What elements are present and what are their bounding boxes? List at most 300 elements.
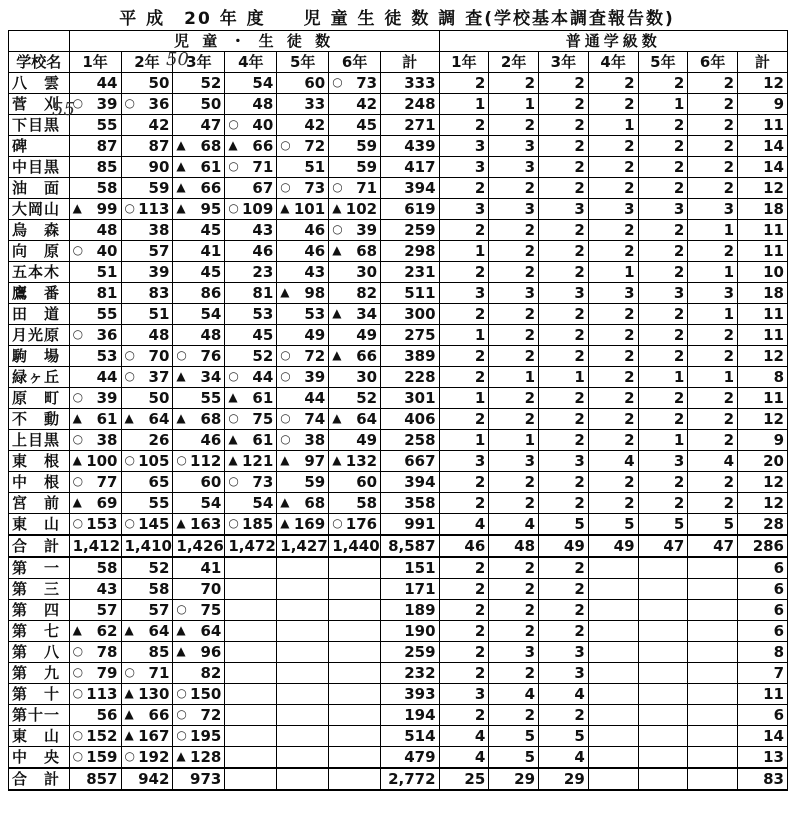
- cell-value: 3: [574, 451, 585, 470]
- circle-mark-icon: ○: [72, 96, 84, 110]
- class-count: [688, 472, 738, 493]
- cell-value: 8,587: [388, 536, 436, 555]
- empty-cell: [225, 684, 277, 705]
- class-count: [638, 367, 688, 388]
- cell-value: 4: [524, 684, 536, 703]
- cell-value: 2: [524, 304, 536, 323]
- student-count: [173, 178, 225, 199]
- cell-value: 1: [574, 367, 585, 386]
- cell-value: 12: [763, 493, 784, 512]
- class-count: [489, 557, 539, 579]
- circle-mark-icon: ○: [124, 749, 135, 763]
- empty-cell: [688, 642, 738, 663]
- school-name: [9, 514, 70, 536]
- cell-value: 月光原: [12, 325, 61, 344]
- class-count: [489, 325, 539, 346]
- cell-value: 54: [200, 304, 222, 323]
- cell-value: 宮 前: [12, 493, 61, 512]
- empty-cell: [588, 600, 638, 621]
- student-count: [121, 747, 173, 769]
- cell-value: 5: [574, 514, 585, 533]
- school-name: [9, 621, 70, 642]
- cell-value: 第 四: [12, 600, 61, 619]
- cell-value: 2: [723, 241, 735, 260]
- table-row: [9, 663, 788, 684]
- cell-value: 原 町: [12, 388, 61, 407]
- triangle-mark-icon: ▲: [176, 749, 186, 763]
- cell-value: 72: [304, 136, 326, 155]
- cell-value: 東 根: [12, 451, 61, 470]
- table-row: [9, 262, 788, 283]
- student-count: [121, 136, 173, 157]
- cell-value: 30: [356, 367, 378, 386]
- cell-value: 83: [148, 283, 170, 302]
- cell-value: 59: [148, 178, 170, 197]
- circle-mark-icon: ○: [280, 348, 291, 362]
- cell-value: 2: [624, 430, 635, 449]
- student-count: [173, 430, 225, 451]
- cell-value: 51: [148, 304, 170, 323]
- student-count: [277, 430, 329, 451]
- circle-mark-icon: ○: [124, 453, 135, 467]
- cell-value: 60: [200, 472, 222, 491]
- empty-cell: [588, 621, 638, 642]
- class-count: [489, 493, 539, 514]
- student-count: [69, 346, 121, 367]
- student-count: [329, 136, 381, 157]
- cell-value: 2: [574, 241, 585, 260]
- class-count: [439, 241, 489, 262]
- student-count: [329, 262, 381, 283]
- student-count: [225, 178, 277, 199]
- student-count: [225, 241, 277, 262]
- cell-value: 2: [474, 663, 486, 682]
- school-name: [9, 220, 70, 241]
- cell-value: 2: [574, 94, 585, 113]
- cell-value: 439: [404, 136, 436, 155]
- cell-value: 97: [304, 451, 326, 470]
- student-count: [69, 600, 121, 621]
- cell-value: 54: [252, 73, 274, 92]
- empty-cell: [225, 600, 277, 621]
- circle-mark-icon: ○: [72, 728, 84, 742]
- cell-value: 81: [252, 283, 274, 302]
- student-total: [381, 768, 439, 790]
- cell-value: 942: [138, 769, 170, 788]
- cell-value: 46: [252, 241, 274, 260]
- circle-mark-icon: ○: [280, 138, 291, 152]
- triangle-mark-icon: ▲: [228, 453, 238, 467]
- cell-value: 192: [138, 747, 170, 766]
- cell-value: 2: [474, 493, 486, 512]
- grade-header: 1年: [69, 52, 121, 73]
- cell-value: 2: [474, 367, 486, 386]
- class-count: [539, 451, 589, 472]
- cell-value: 389: [404, 346, 436, 365]
- student-count: [225, 73, 277, 94]
- circle-mark-icon: ○: [176, 728, 187, 742]
- cell-value: 2: [524, 262, 536, 281]
- cell-value: 2: [574, 493, 585, 512]
- cell-value: 55: [96, 304, 118, 323]
- cell-value: 44: [96, 73, 118, 92]
- cell-value: 76: [200, 346, 222, 365]
- cell-value: 4: [574, 684, 585, 703]
- class-count: [439, 388, 489, 409]
- empty-cell: [688, 726, 738, 747]
- cell-value: 3: [524, 451, 536, 470]
- cell-value: 46: [200, 430, 222, 449]
- cell-value: 39: [96, 94, 118, 113]
- student-count: [225, 472, 277, 493]
- class-count: [688, 325, 738, 346]
- cell-value: 2: [723, 325, 735, 344]
- cell-value: 鷹 番: [12, 283, 61, 302]
- student-count: [329, 157, 381, 178]
- school-name: [9, 241, 70, 262]
- table-row: [9, 94, 788, 115]
- class-count: [439, 472, 489, 493]
- empty-cell: [329, 579, 381, 600]
- cell-value: 14: [763, 136, 784, 155]
- class-count: [539, 241, 589, 262]
- cell-value: 3: [673, 283, 685, 302]
- triangle-mark-icon: ▲: [72, 201, 82, 215]
- circle-mark-icon: ○: [176, 453, 187, 467]
- student-count: [173, 199, 225, 220]
- cell-value: 57: [148, 600, 170, 619]
- cell-value: 2: [673, 304, 685, 323]
- cell-value: 2: [574, 262, 585, 281]
- cell-value: 2: [723, 157, 735, 176]
- cell-value: 1: [474, 241, 486, 260]
- grade-header: 2年: [121, 52, 173, 73]
- grade-header: 計: [381, 52, 439, 73]
- cell-value: 75: [252, 409, 274, 428]
- circle-mark-icon: ○: [228, 117, 239, 131]
- cell-value: 3: [474, 157, 486, 176]
- cell-value: 向 原: [12, 241, 61, 260]
- cell-value: 不 動: [12, 409, 61, 428]
- cell-value: 2: [723, 73, 735, 92]
- circle-mark-icon: ○: [228, 411, 239, 425]
- cell-value: 73: [252, 472, 274, 491]
- cell-value: 2: [624, 178, 635, 197]
- cell-value: 1: [673, 430, 685, 449]
- class-count: [638, 262, 688, 283]
- cell-value: 406: [404, 409, 436, 428]
- school-name: [9, 472, 70, 493]
- student-count: [173, 663, 225, 684]
- student-count: [277, 367, 329, 388]
- cell-value: 2: [474, 304, 486, 323]
- student-count: [173, 684, 225, 705]
- cell-value: 38: [96, 430, 118, 449]
- cell-value: 394: [404, 178, 436, 197]
- cell-value: 47: [200, 115, 222, 134]
- cell-value: 38: [304, 430, 326, 449]
- student-count: [329, 115, 381, 136]
- class-count: [539, 663, 589, 684]
- cell-value: 2: [673, 472, 685, 491]
- student-count: [69, 684, 121, 705]
- cell-value: 59: [356, 136, 378, 155]
- table-row: [9, 579, 788, 600]
- student-count: [173, 557, 225, 579]
- cell-value: 514: [404, 726, 436, 745]
- cell-value: 194: [404, 705, 436, 724]
- empty-cell: [225, 726, 277, 747]
- empty-cell: [329, 663, 381, 684]
- cell-value: 碑: [12, 136, 29, 155]
- cell-value: 48: [514, 536, 536, 555]
- cell-value: 83: [763, 769, 784, 788]
- student-count: [121, 472, 173, 493]
- cell-value: 12: [763, 472, 784, 491]
- class-count: [439, 535, 489, 557]
- student-count: [69, 642, 121, 663]
- cell-value: 145: [138, 514, 170, 533]
- circle-mark-icon: ○: [332, 222, 343, 236]
- empty-cell: [329, 684, 381, 705]
- student-count: [381, 514, 439, 536]
- cell-value: 11: [763, 388, 784, 407]
- cell-value: 259: [404, 220, 436, 239]
- cell-value: 66: [200, 178, 222, 197]
- cell-value: 1: [524, 367, 536, 386]
- cell-value: 29: [514, 769, 536, 788]
- student-count: [381, 283, 439, 304]
- school-name: [9, 136, 70, 157]
- cell-value: 8: [773, 367, 784, 386]
- class-count: [738, 346, 788, 367]
- cell-value: 65: [148, 472, 170, 491]
- cell-value: 3: [673, 199, 685, 218]
- student-total: [381, 705, 439, 726]
- student-count: [173, 579, 225, 600]
- cell-value: 2: [474, 220, 486, 239]
- table-row: [9, 430, 788, 451]
- cell-value: 2: [624, 409, 635, 428]
- table-row: [9, 409, 788, 430]
- cell-value: 2: [524, 472, 536, 491]
- circle-mark-icon: ○: [72, 686, 84, 700]
- cell-value: 2: [673, 241, 685, 260]
- cell-value: 5: [673, 514, 685, 533]
- school-name: [9, 388, 70, 409]
- student-count: [121, 726, 173, 747]
- class-count: [489, 621, 539, 642]
- cell-value: 3: [524, 157, 536, 176]
- student-count: [173, 747, 225, 769]
- class-count: [688, 493, 738, 514]
- empty-cell: [225, 621, 277, 642]
- cell-value: 2: [524, 493, 536, 512]
- student-count: [173, 115, 225, 136]
- cell-value: 152: [86, 726, 118, 745]
- cell-value: 2: [723, 409, 735, 428]
- student-count: [173, 136, 225, 157]
- empty-cell: [588, 642, 638, 663]
- cell-value: 2: [574, 304, 585, 323]
- blank-corner: [9, 31, 70, 52]
- cell-value: 45: [200, 220, 222, 239]
- student-count: [173, 304, 225, 325]
- cell-value: 2: [673, 220, 685, 239]
- class-count: [738, 409, 788, 430]
- class-count: [688, 346, 738, 367]
- school-name: [9, 346, 70, 367]
- triangle-mark-icon: ▲: [124, 411, 134, 425]
- cell-value: 3: [574, 199, 585, 218]
- cell-value: 11: [763, 241, 784, 260]
- cell-value: 61: [200, 157, 222, 176]
- class-count: [539, 579, 589, 600]
- student-total: [381, 684, 439, 705]
- class-count: [489, 241, 539, 262]
- class-count: [489, 388, 539, 409]
- cell-value: 2: [524, 600, 536, 619]
- class-count: [489, 663, 539, 684]
- class-count: [588, 241, 638, 262]
- empty-cell: [225, 747, 277, 769]
- cell-value: 45: [356, 115, 378, 134]
- student-count: [69, 367, 121, 388]
- circle-mark-icon: ○: [176, 602, 187, 616]
- school-name: [9, 157, 70, 178]
- school-name: [9, 747, 70, 769]
- cell-value: 2: [673, 409, 685, 428]
- cell-value: 36: [148, 94, 170, 113]
- cell-value: 77: [96, 472, 118, 491]
- cell-value: 150: [190, 684, 222, 703]
- cell-value: 64: [356, 409, 378, 428]
- cell-value: 72: [200, 705, 222, 724]
- class-count: [489, 304, 539, 325]
- cell-value: 2: [673, 73, 685, 92]
- class-count: [588, 325, 638, 346]
- cell-value: 2: [624, 493, 635, 512]
- class-count: [539, 220, 589, 241]
- circle-mark-icon: ○: [124, 369, 135, 383]
- school-name: [9, 430, 70, 451]
- cell-value: 第 十: [12, 684, 61, 703]
- cell-value: 2: [474, 621, 486, 640]
- student-count: [225, 283, 277, 304]
- cell-value: 58: [96, 558, 118, 577]
- student-count: [225, 220, 277, 241]
- student-count: [277, 178, 329, 199]
- cell-value: 1: [474, 388, 486, 407]
- circle-mark-icon: ○: [332, 75, 343, 89]
- student-count: [121, 73, 173, 94]
- cell-value: 248: [404, 94, 436, 113]
- cell-value: 48: [96, 220, 118, 239]
- cell-value: 緑ヶ丘: [12, 367, 61, 386]
- cell-value: 43: [304, 262, 326, 281]
- class-total: [738, 642, 788, 663]
- cell-value: 71: [148, 663, 170, 682]
- cell-value: 2: [673, 262, 685, 281]
- empty-cell: [588, 726, 638, 747]
- cell-value: 2: [524, 178, 536, 197]
- class-count: [489, 579, 539, 600]
- class-count: [738, 367, 788, 388]
- circle-mark-icon: ○: [124, 348, 135, 362]
- cell-value: 49: [304, 325, 326, 344]
- class-count: [489, 136, 539, 157]
- cell-value: 68: [356, 241, 378, 260]
- cell-value: 667: [404, 451, 436, 470]
- cell-value: 47: [663, 536, 685, 555]
- empty-cell: [225, 705, 277, 726]
- school-name: [9, 283, 70, 304]
- student-count: [121, 283, 173, 304]
- class-count: [439, 621, 489, 642]
- cell-value: 6: [773, 579, 784, 598]
- triangle-mark-icon: ▲: [332, 306, 342, 320]
- school-name: [9, 600, 70, 621]
- class-count: [688, 283, 738, 304]
- cell-value: 298: [404, 241, 436, 260]
- cell-value: 45: [200, 262, 222, 281]
- table-row: [9, 705, 788, 726]
- student-count: [173, 241, 225, 262]
- cell-value: 烏 森: [12, 220, 61, 239]
- cell-value: 上目黒: [12, 430, 61, 449]
- table-row: [9, 115, 788, 136]
- circle-mark-icon: ○: [228, 516, 239, 530]
- school-name: [9, 663, 70, 684]
- cell-value: 2: [673, 157, 685, 176]
- class-count: [738, 73, 788, 94]
- cell-value: 62: [96, 621, 118, 640]
- total-row: [9, 768, 788, 790]
- cell-value: 2: [624, 241, 635, 260]
- cell-value: 41: [200, 241, 222, 260]
- class-count: [539, 621, 589, 642]
- student-count: [173, 472, 225, 493]
- cell-value: 4: [474, 726, 486, 745]
- class-count: [539, 409, 589, 430]
- student-total: [381, 747, 439, 769]
- cell-value: 102: [345, 199, 378, 218]
- student-count: [121, 157, 173, 178]
- student-count: [121, 325, 173, 346]
- student-count: [121, 557, 173, 579]
- table-row: [9, 493, 788, 514]
- class-count: [688, 220, 738, 241]
- cell-value: 1,412: [72, 536, 121, 555]
- cell-value: 5: [524, 747, 536, 766]
- student-count: [173, 768, 225, 790]
- cell-value: 3: [574, 663, 585, 682]
- cell-value: 176: [345, 514, 378, 533]
- school-name: [9, 178, 70, 199]
- cell-value: 2: [524, 115, 536, 134]
- student-count: [69, 726, 121, 747]
- student-count: [121, 409, 173, 430]
- table-row: [9, 136, 788, 157]
- class-total: [738, 747, 788, 769]
- cell-value: 151: [404, 558, 436, 577]
- student-count: [173, 325, 225, 346]
- table-row: [9, 684, 788, 705]
- circle-mark-icon: ○: [228, 201, 239, 215]
- cell-value: 八 雲: [12, 73, 61, 92]
- student-count: [225, 535, 277, 557]
- class-count: [489, 600, 539, 621]
